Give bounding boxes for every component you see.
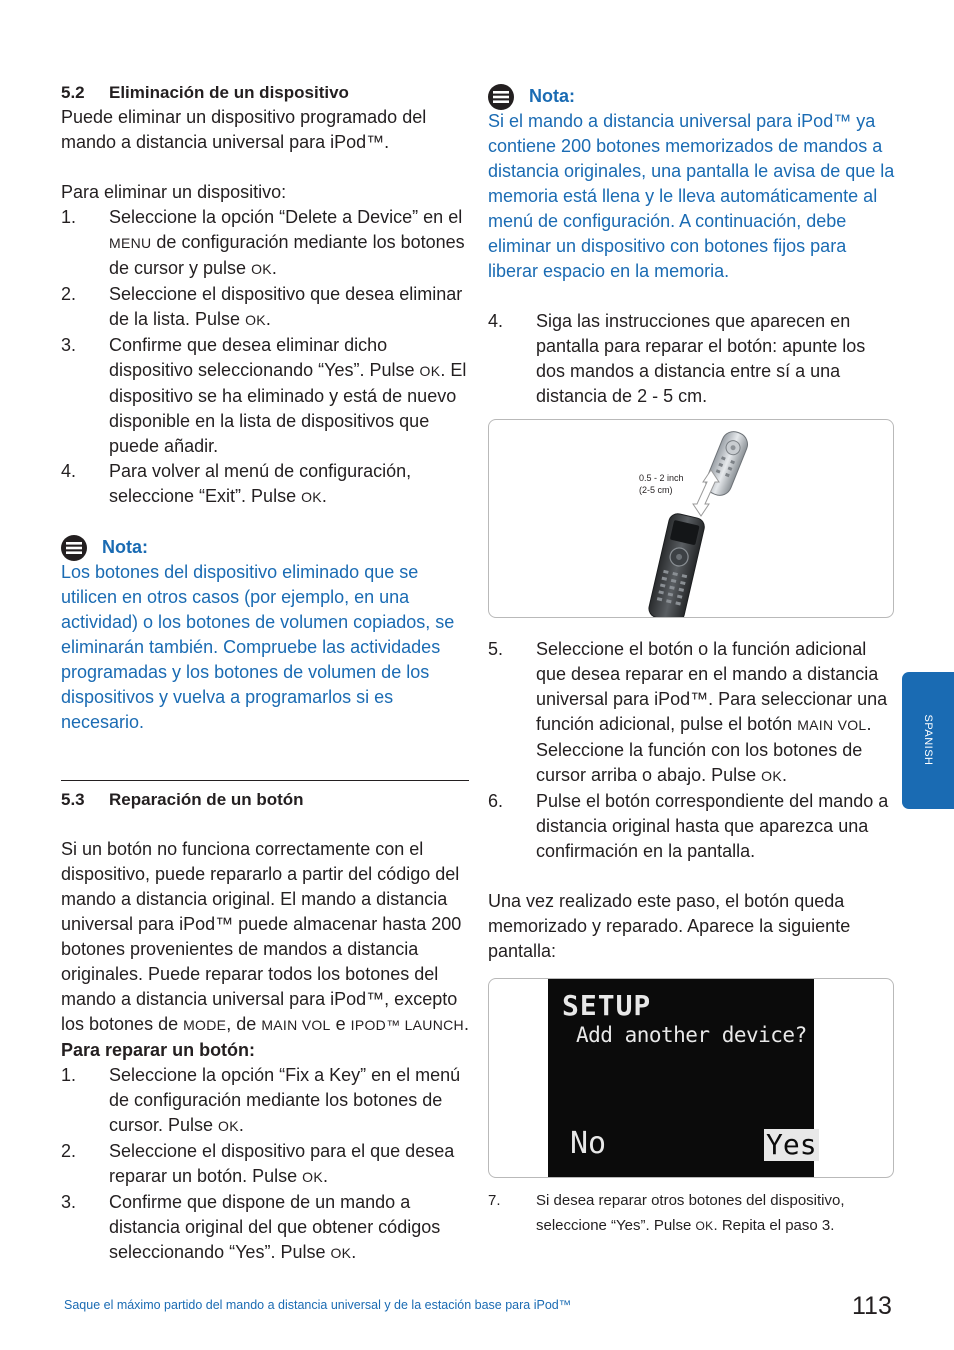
list-item: 3. Confirme que desea eliminar dicho dispositivo seleccionando “Yes”. Pulse OK. El dispositivo se ha eliminado y está de nuevo disponible en la lista de dispositivos que puede añadir. <box>61 335 467 456</box>
list-item: 7. Si desea reparar otros botones del dispositivo, seleccione “Yes”. Pulse OK. Repita el paso 3. <box>488 1192 845 1234</box>
intro-text: Puede eliminar un dispositivo programado del mando a distancia universal para iPod™. <box>61 107 427 152</box>
remote-control-illustration <box>489 420 893 617</box>
setup-screen <box>548 979 817 1177</box>
note-heading <box>61 535 469 560</box>
list-item: 6. Pulse el botón correspondiente del mando a distancia original hasta que aparezca una confirmación en la pantalla. <box>488 791 889 861</box>
language-side-tab <box>902 672 954 809</box>
list-item: 4. Para volver al menú de configuración, seleccione “Exit”. Pulse OK. <box>61 461 412 506</box>
list-item: 2. Seleccione el dispositivo que desea eliminar de la lista. Pulse OK. <box>61 284 463 329</box>
repair-steps-list <box>61 1063 469 1266</box>
note-icon <box>488 84 514 110</box>
section-heading <box>61 787 469 812</box>
section-heading <box>61 80 469 105</box>
note-icon <box>61 535 87 561</box>
setup-screen-figure <box>488 978 894 1178</box>
body-text: Si un botón no funciona correctamente con el dispositivo, puede repararlo a partir del código del mando a distancia original. El mando a distancia universal para iPod™ puede almacenar hasta 200 botones provenientes de mandos a distancia originales. Puede reparar todos los botones del mando a distancia universal para iPod™, excepto los botones de MODE, de MAIN VOL e IPOD™ LAUNCH. <box>61 839 469 1034</box>
note-text: Si el mando a distancia universal para iPod™ ya contiene 200 botones memorizados de mandos a distancia originales, una pantalla le avisa de que la memoria está llena y le lleva automáticamente al menú de configuración. A continuación, debe eliminar un dispositivo con botones fijos para liberar espacio en la memoria. <box>488 111 895 281</box>
list-item: 2. Seleccione el dispositivo para el que desea reparar un botón. Pulse OK. <box>61 1141 455 1186</box>
note-heading <box>488 84 898 109</box>
list-item: 5. Seleccione el botón o la función adicional que desea reparar en el mando a distancia universal para iPod™. Para seleccionar una función adicional, pulse el botón MAIN VOL. Seleccione la función con los botones de cursor arriba o abajo. Pulse OK. <box>488 639 888 785</box>
note-text: Los botones del dispositivo eliminado que se utilicen en otros casos (por ejemplo, en una actividad) o los botones de volumen copiados, se eliminarán también. Compruebe las actividades programadas y los botones de volumen de los dispositivos y vuelva a programarlos si es necesario. <box>61 562 455 732</box>
repair-steps-list-cont <box>488 309 898 409</box>
screen-yes-option: Yes <box>766 1128 817 1161</box>
steps-lead: Para eliminar un dispositivo: <box>61 182 287 202</box>
note-title: Nota: <box>529 86 575 106</box>
subheading: Para reparar un botón: <box>61 1040 256 1060</box>
distance-label: 0.5 - 2 inch <box>639 473 684 483</box>
screen-question: Add another device? <box>576 1023 807 1047</box>
repair-steps-list-cont2 <box>488 637 898 864</box>
page-number: 113 <box>852 1292 892 1320</box>
left-column <box>61 80 469 1266</box>
repair-steps-list-cont3 <box>488 1188 898 1239</box>
delete-steps-list <box>61 205 469 510</box>
right-column <box>488 84 898 1239</box>
screen-no-option: No <box>570 1126 607 1161</box>
remote-figure <box>488 419 894 618</box>
body-text: Una vez realizado este paso, el botón queda memorizado y reparado. Aparece la siguiente pantalla: <box>488 891 851 961</box>
list-item: 1. Seleccione la opción “Fix a Key” en el menú de configuración mediante los botones de cursor. Pulse OK. <box>61 1065 461 1135</box>
section-title: Reparación de un botón <box>109 790 304 809</box>
language-label: SPANISH <box>922 714 934 766</box>
list-item: 1. Seleccione la opción “Delete a Device” en el MENU de configuración mediante los botones de cursor y pulse OK. <box>61 207 465 278</box>
page-footer: Saque el máximo partido del mando a distancia universal y de la estación base para iPod™ <box>64 1298 572 1312</box>
list-item: 3. Confirme que dispone de un mando a distancia original del que obtener códigos seleccionando “Yes”. Pulse OK. <box>61 1192 441 1262</box>
screen-title: SETUP <box>562 989 652 1022</box>
distance-label-metric: (2-5 cm) <box>639 485 673 495</box>
list-item: 4. Siga las instrucciones que aparecen en pantalla para reparar el botón: apunte los dos mandos a distancia entre sí a una distancia de 2 - 5 cm. <box>488 311 866 406</box>
section-title: Eliminación de un dispositivo <box>109 83 349 102</box>
section-number: 5.3 <box>61 790 85 809</box>
note-title: Nota: <box>102 537 148 557</box>
section-divider <box>61 780 469 781</box>
section-number: 5.2 <box>61 83 85 102</box>
